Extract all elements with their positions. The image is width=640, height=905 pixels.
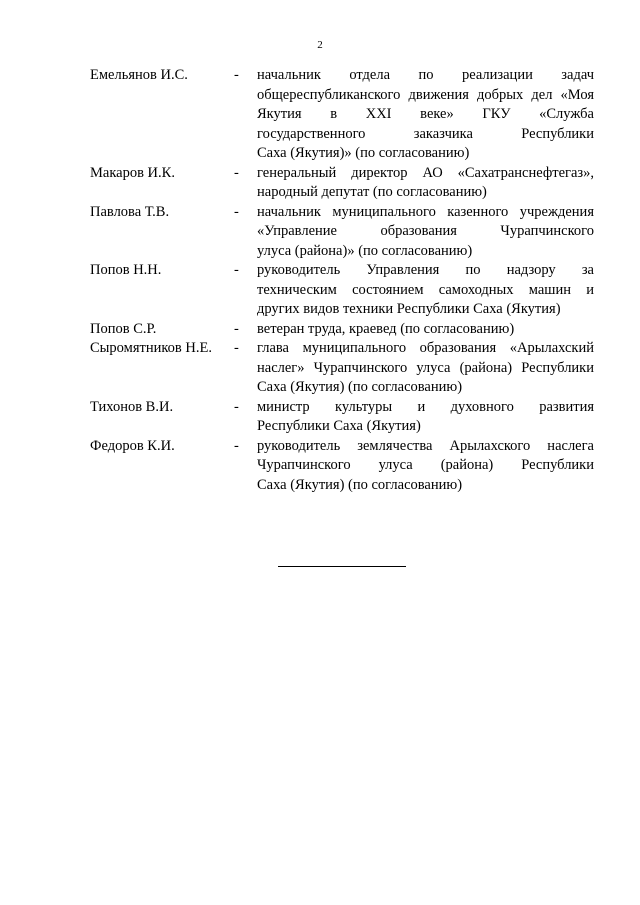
position-line: руководитель землячества Арылахского наслега — [257, 437, 594, 454]
member-name: Павлова Т.В. — [90, 203, 170, 220]
member-name: Попов С.Р. — [90, 320, 157, 337]
separator-dash: - — [234, 398, 239, 415]
member-position — [257, 203, 594, 262]
position-line: других видов техники Республики Саха (Якутия) — [257, 301, 561, 317]
separator-dash: - — [234, 203, 239, 220]
member-name: Сыромятников Н.Е. — [90, 340, 212, 356]
member-name: Емельянов И.С. — [90, 67, 188, 83]
closing-rule — [278, 566, 406, 567]
position-line: Саха (Якутия)» (по согласованию) — [257, 145, 470, 161]
member-row — [0, 261, 640, 320]
member-position — [257, 164, 594, 203]
position-line: Саха (Якутия) (по согласованию) — [257, 476, 463, 493]
position-line: начальник отдела по реализации задач — [257, 67, 594, 83]
member-row — [0, 203, 640, 262]
member-name: Попов Н.Н. — [90, 262, 162, 278]
position-line: государственного заказчика Республики — [257, 125, 594, 142]
position-line: руководитель Управления по надзору за — [257, 262, 594, 278]
members-list — [0, 66, 640, 495]
member-row — [0, 437, 640, 496]
member-row — [0, 398, 640, 437]
separator-dash: - — [234, 262, 239, 278]
member-position — [257, 398, 594, 437]
separator-dash: - — [234, 67, 239, 83]
position-line: улуса (района)» (по согласованию) — [257, 242, 473, 259]
separator-dash: - — [234, 437, 239, 454]
member-position — [257, 320, 594, 340]
member-name: Федоров К.И. — [90, 437, 175, 454]
separator-dash: - — [234, 340, 239, 356]
position-line: министр культуры и духовного развития — [257, 398, 594, 415]
position-line: наслег» Чурапчинского улуса (района) Республики — [257, 359, 594, 376]
position-line: Чурапчинского улуса (района) Республики — [257, 457, 594, 473]
member-row — [0, 66, 640, 164]
page-number: 2 — [317, 39, 323, 51]
member-row — [0, 164, 640, 203]
separator-dash: - — [234, 164, 239, 181]
position-line: ветеран труда, краевед (по согласованию) — [257, 320, 515, 337]
position-line: Якутия в XXI веке» ГКУ «Служба — [257, 106, 594, 122]
position-line: Саха (Якутия) (по согласованию) — [257, 379, 463, 395]
member-position — [257, 437, 594, 496]
member-row — [0, 339, 640, 398]
position-line: глава муниципального образования «Арылахский — [257, 340, 594, 356]
member-name: Тихонов В.И. — [90, 398, 174, 415]
position-line: начальник муниципального казенного учреждения — [257, 203, 594, 220]
separator-dash: - — [234, 320, 239, 337]
member-row — [0, 320, 640, 340]
position-line: общереспубликанского движения добрых дел «Моя — [257, 86, 594, 103]
position-line: «Управление образования Чурапчинского — [257, 223, 594, 239]
position-line: техническим состоянием самоходных машин и — [257, 281, 594, 298]
position-line: народный депутат (по согласованию) — [257, 184, 487, 200]
member-position — [257, 261, 594, 320]
member-position — [257, 339, 594, 398]
member-position — [257, 66, 594, 164]
member-name: Макаров И.К. — [90, 164, 175, 181]
position-line: генеральный директор АО «Сахатранснефтегаз», — [257, 164, 594, 181]
position-line: Республики Саха (Якутия) — [257, 418, 421, 434]
